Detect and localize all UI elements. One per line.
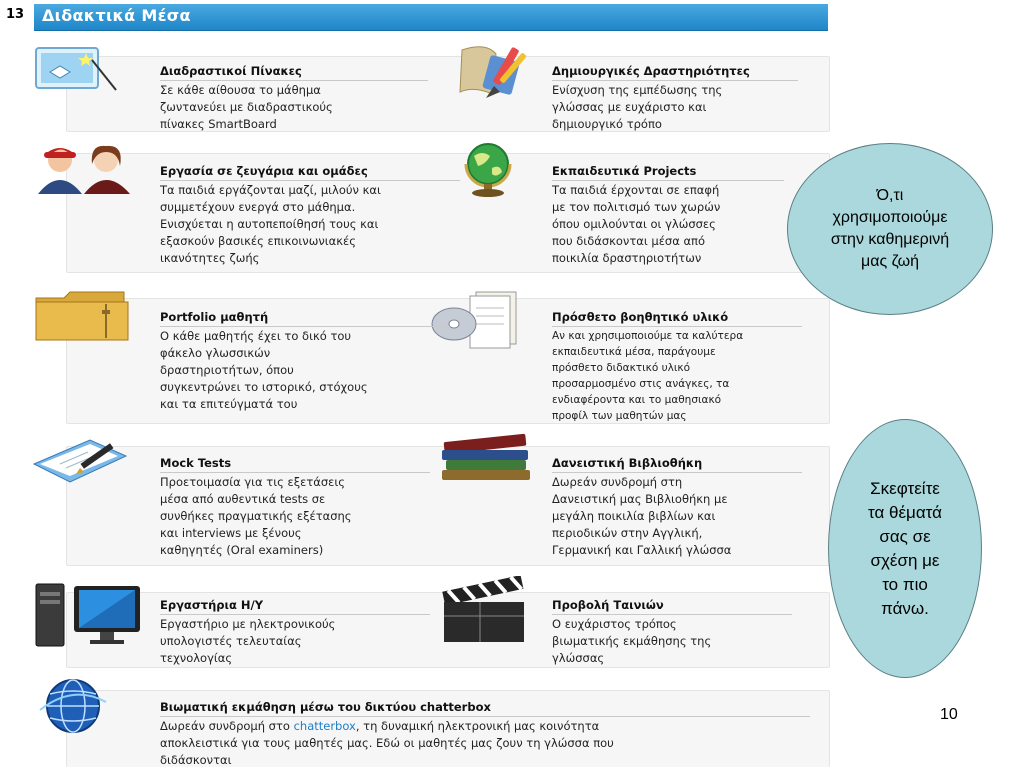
item-description: Ο ευχάριστος τρόπος βιωματικής εκμάθησης της γλώσσας [552, 617, 712, 665]
people-icon [34, 140, 134, 194]
books-icon [438, 432, 538, 484]
item-title: Δημιουργικές Δραστηριότητες [552, 64, 798, 81]
chatterbox-link[interactable]: chatterbox [293, 719, 356, 733]
item-description: Αν και χρησιμοποιούμε τα καλύτερα εκπαιδευτικά μέσα, παράγουμε πρόσθετο διδακτικό υλικό προσαρμοσμένο στις ανάγκες, τα ενδιαφέροντα και το μαθησιακό προφίλ των μαθητών μας [552, 330, 744, 422]
header-bar [34, 4, 828, 31]
item-description: Εργαστήριο με ηλεκτρονικούς υπολογιστές τελευταίας τεχνολογίας [160, 617, 336, 665]
item-title: Εργασία σε ζευγάρια και ομάδες [160, 164, 460, 181]
item-chatterbox [160, 700, 810, 769]
slide-number: 13 [6, 7, 25, 22]
item-title: Portfolio μαθητή [160, 310, 450, 327]
item-pair-work [160, 164, 460, 267]
page-number: 10 [940, 706, 958, 723]
item-creative-activities [552, 64, 798, 133]
smartboard-icon [34, 46, 118, 96]
notepad-pen-icon [30, 434, 130, 484]
item-title: Εργαστήρια Η/Υ [160, 598, 430, 615]
network-globe-icon [38, 676, 108, 736]
globe-icon [456, 140, 520, 198]
item-projects [552, 164, 784, 267]
item-description: Ο κάθε μαθητής έχει το δικό του φάκελο γλωσσικών δραστηριοτήτων, όπου συγκεντρώνει το ιστορικό, στόχους και τα επιτεύγματά του [160, 329, 368, 411]
page-title: Διδακτικά Μέσα [42, 6, 191, 25]
item-title: Εκπαιδευτικά Projects [552, 164, 784, 181]
item-description: Δωρεάν συνδρομή στη Δανειστική μας Βιβλιοθήκη με μεγάλη ποικιλία βιβλίων και περιοδικών στην Αγγλική, Γερμανική και Γαλλική γλώσσα [552, 475, 732, 557]
item-smartboard [160, 64, 428, 133]
item-title: Πρόσθετο βοηθητικό υλικό [552, 310, 802, 327]
paint-tools-icon [456, 40, 532, 100]
item-title: Βιωματική εκμάθηση μέσω του δικτύου chatterbox [160, 700, 810, 717]
item-mock-tests [160, 456, 430, 559]
item-description: Σε κάθε αίθουσα το μάθημα ζωντανεύει με διαδραστικούς πίνακες SmartBoard [160, 83, 333, 131]
computer-icon [34, 578, 146, 650]
item-library [552, 456, 802, 559]
item-title: Διαδραστικοί Πίνακες [160, 64, 428, 81]
item-description: Δωρεάν συνδρομή στο chatterbox, τη δυναμική ηλεκτρονική μας κοινότητα αποκλειστικά για τους μαθητές μας. Εδώ οι μαθητές μας ζουν τη γλώσσα που διδάσκονται [160, 719, 614, 767]
item-description: Τα παιδιά εργάζονται μαζί, μιλούν και συμμετέχουν ενεργά στο μάθημα. Ενισχύεται η αυτοπεποίθησή τους και εξασκούν βασικές επικοινωνιακές ικανότητες ζωής [160, 183, 381, 265]
item-description: Προετοιμασία για τις εξετάσεις μέσα από αυθεντικά tests σε συνθήκες πραγματικής εξέτασης και interviews με ξένους καθηγητές (Oral examiners) [160, 475, 352, 557]
item-title: Δανειστική Βιβλιοθήκη [552, 456, 802, 473]
callout-ellipse-top: Ό,τι χρησιμοποιούμε στην καθημερινή μας ζωή [787, 143, 993, 315]
item-description: Τα παιδιά έρχονται σε επαφή με τον πολιτισμό των χωρών όπου ομιλούνται οι γλώσσες που διδάσκονται μέσα από ποικιλία δραστηριοτήτων [552, 183, 721, 265]
clapperboard-icon [440, 576, 530, 644]
item-computer-lab [160, 598, 430, 667]
item-title: Mock Tests [160, 456, 430, 473]
item-title: Προβολή Ταινιών [552, 598, 792, 615]
item-extra-material [552, 310, 802, 424]
item-movies [552, 598, 792, 667]
item-description: Ενίσχυση της εμπέδωσης της γλώσσας με ευχάριστο και δημιουργικό τρόπο [552, 83, 723, 131]
folder-icon [34, 290, 130, 342]
callout-ellipse-bottom: Σκεφτείτε τα θέματά σας σε σχέση με το πιο πάνω. [828, 419, 982, 678]
item-portfolio [160, 310, 450, 413]
